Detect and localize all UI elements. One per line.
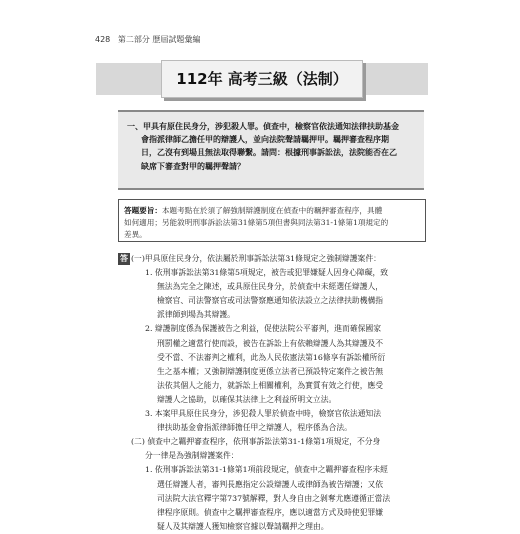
answer-line: 2. 辯護制度係為保護被告之利益，促使法院公平審判，進而確保國家 [145,324,382,334]
answer-line: 1. 依刑事訴訟法第31-1條第1項前段規定，偵查中之羈押審查程序未經 [145,465,388,475]
key-point-line: 差異。 [124,230,147,239]
answer-line: 刑罰權之適當行使而設，被告在訴訟上有依賴辯護人為其辯護及不 [157,338,384,348]
answer-icon: 答 [120,254,128,263]
exam-title-banner [96,60,428,100]
exam-year: 112年 [176,70,223,88]
answer-body [131,252,427,534]
answer-line: 檢察官、司法警察官或司法警察應通知依法設立之法律扶助機構指 [157,296,384,306]
section-title: 第二部分 歷屆試題彙編 [117,35,201,44]
answer-line: 受不當、不法審判之權利，此為人民依憲法第16條享有訴訟權所衍 [157,352,386,362]
answer-line: (二) 偵查中之羈押審查程序，依刑事訴訟法第31-1條第1項規定，不分身 [131,437,381,447]
question-box [118,110,424,190]
page-number: 428 [95,35,111,44]
answer-line: 1. 依刑事訴訟法第31條第5項規定，被告或犯罪嫌疑人因身心障礙，致 [145,268,389,278]
answer-line: 律扶助基金會指派律師擔任甲之辯護人，程序係為合法。 [157,423,352,433]
answer-line: 司法院大法官釋字第737號解釋，對人身自由之剝奪尤應遵循正當法 [157,493,391,503]
answer-line: 分一律是為強制辯護案件： [145,451,239,461]
question-line: 缺席下審查對甲的羈押聲請？ [141,161,245,171]
question-line: 會指派律師乙擔任甲的辯護人，並向法院聲請羈押甲。羈押審查程序期 [141,135,389,145]
answer-line: 疑人及其辯護人獲知檢察官據以聲請羈押之理由。 [157,521,329,531]
question-line: 日，乙沒有到場且無法取得聯繫。請問：根據刑事訴訟法，法院能否在乙 [141,148,397,158]
exam-title-box [161,60,363,98]
answer-line: 派律師到場為其辯護。 [157,310,235,320]
page-header [95,34,200,45]
key-point-label: 答題要旨： [124,206,162,215]
answer-line: 法依其個人之能力，就訴訟上相關權利，為實質有效之行使，應受 [157,380,384,390]
question-line: 一、甲具有原住民身分，涉犯殺人罪。偵查中，檢察官依法通知法律扶助基金 [127,122,399,131]
answer-line: 選任辯護人者，審判長應指定公設辯護人或律師為被告辯護；又依 [157,479,384,489]
key-point-box [118,199,426,242]
exam-name: 高考三級（法制） [227,70,348,88]
answer-line: 律程序原則。偵查中之羈押審查程序，應以適當方式及時使犯罪嫌 [157,507,384,517]
key-point-text [124,205,420,241]
key-point-line: 本題考點在於須了解強制辯護制度在偵查中的羈押審查程序，具體 [161,206,383,215]
answer-line: 3. 本案甲具原住民身分，涉犯殺人罪於偵查中時，檢察官依法通知法 [145,409,382,419]
answer-line: 辯護人之協助，以確保其法律上之利益所明文立法。 [157,394,337,404]
answer-line: 無法為完全之陳述，或具原住民身分，於偵查中未經選任辯護人， [157,282,384,292]
answer-line: 生之基本權；又強制辯護制度更係立法者已預設特定案件之被告無 [157,366,384,376]
question-text [127,120,419,173]
key-point-line: 如何適用；另能敘明刑事訴訟法第31條第5項但書與同法第31-1條第1項規定的 [124,218,389,227]
answer-line: (一)甲具原住民身分，依法屬於刑事訴訟法第31條規定之強制辯護案件： [131,254,381,263]
